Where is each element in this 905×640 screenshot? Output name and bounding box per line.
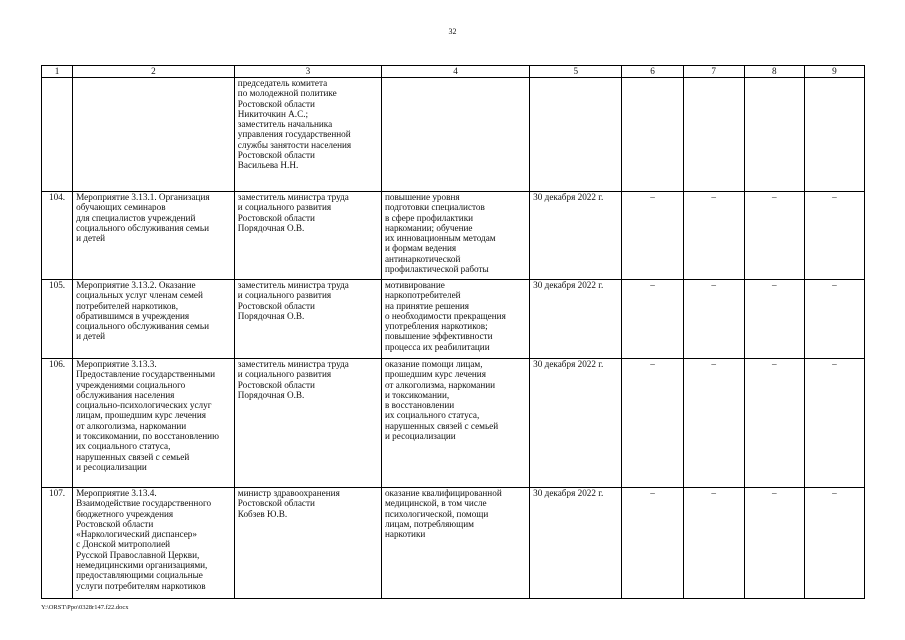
row-number: 106. xyxy=(42,359,73,488)
event-description-line: Взаимодействие государственного xyxy=(76,498,212,509)
event-description-line: и ресоциализации xyxy=(76,461,147,472)
event-description-line: «Наркологический диспансер» xyxy=(76,529,197,540)
event-description-line: и токсикомании, по восстановлению xyxy=(76,431,219,442)
table-row xyxy=(42,280,865,359)
event-description-line: лицам, прошедшим курс лечения xyxy=(76,410,206,421)
expected-result-line: наркопотребителей xyxy=(384,290,461,301)
expected-result-line: медицинской, в том числе xyxy=(384,498,487,509)
event-description xyxy=(73,280,235,359)
expected-result-line: повышение уровня xyxy=(384,192,460,202)
expected-result-line: оказание помощи лицам, xyxy=(384,359,483,369)
deadline-date: 30 декабря 2022 г. xyxy=(530,280,622,359)
value-cell: – xyxy=(683,488,744,599)
event-description-line: от алкоголизма, наркомании xyxy=(76,420,187,431)
responsible-person-line: председатель комитета xyxy=(237,78,328,88)
event-description-line: учреждениями социального xyxy=(76,379,186,390)
event-description-line: услуги потребителям наркотиков xyxy=(76,580,206,591)
responsible-person-line: по молодежной политике xyxy=(237,88,337,99)
event-description-line: для специалистов учреждений xyxy=(76,212,196,223)
expected-result xyxy=(381,488,529,599)
value-cell: – xyxy=(622,280,683,359)
responsible-person-line: Ростовской области xyxy=(237,498,315,509)
responsible-person xyxy=(234,359,381,488)
responsible-person xyxy=(234,280,381,359)
column-header: 5 xyxy=(530,66,622,78)
responsible-person-line: Ростовской области xyxy=(237,150,315,161)
expected-result-line: психологической, помощи xyxy=(384,508,489,519)
deadline-date: 30 декабря 2022 г. xyxy=(530,192,622,280)
responsible-person-line: Ростовской области xyxy=(237,379,315,390)
responsible-person xyxy=(234,192,381,280)
event-description xyxy=(73,192,235,280)
deadline-date: 30 декабря 2022 г. xyxy=(530,359,622,488)
responsible-person-line: Кобзев Ю.В. xyxy=(237,508,288,519)
column-header: 8 xyxy=(744,66,804,78)
column-header: 4 xyxy=(381,66,529,78)
responsible-person-line: Порядочная О.В. xyxy=(237,222,305,233)
value-cell: – xyxy=(744,359,804,488)
event-description-line: социальных услуг членам семей xyxy=(76,290,203,301)
responsible-person-line: Ростовской области xyxy=(237,98,315,109)
expected-result-line: наркомании; обучение xyxy=(384,222,473,233)
expected-result-line: употребления наркотиков; xyxy=(384,321,488,332)
responsible-person-line: заместитель министра труда xyxy=(237,280,349,290)
expected-result-line: подготовки специалистов xyxy=(384,202,485,213)
page-number: 32 xyxy=(448,27,457,36)
column-header: 1 xyxy=(42,66,73,78)
value-cell: – xyxy=(683,280,744,359)
event-description xyxy=(73,488,235,599)
value-cell: – xyxy=(622,192,683,280)
responsible-person-line: Ростовской области xyxy=(237,300,315,311)
value-cell: – xyxy=(804,359,864,488)
responsible-person-line: Ростовской области xyxy=(237,212,315,223)
event-description-line: Ростовской области xyxy=(76,518,154,529)
table-row xyxy=(42,192,865,280)
expected-result xyxy=(381,359,529,488)
responsible-person xyxy=(234,78,381,192)
value-cell: – xyxy=(622,488,683,599)
value-cell xyxy=(683,78,744,192)
event-description-line: бюджетного учреждения xyxy=(76,508,174,519)
event-description-line: Мероприятие 3.13.4. xyxy=(76,488,157,498)
expected-result-line: наркотики xyxy=(384,529,426,540)
expected-result-line: в восстановлении xyxy=(384,400,455,411)
expected-result-line: прошедшим курс лечения xyxy=(384,369,486,380)
event-description-line: обучающих семинаров xyxy=(76,202,166,213)
value-cell: – xyxy=(804,488,864,599)
responsible-person xyxy=(234,488,381,599)
responsible-person-line: Васильева Н.Н. xyxy=(237,160,299,171)
responsible-person-line: и социального развития xyxy=(237,202,332,213)
column-header: 3 xyxy=(234,66,381,78)
expected-result-line: и токсикомании, xyxy=(384,389,450,400)
expected-result-line: на принятие решения xyxy=(384,300,470,311)
event-description-line: их социального статуса, xyxy=(76,441,171,452)
table-row xyxy=(42,78,865,192)
responsible-person-line: управления государственной xyxy=(237,129,351,140)
expected-result-line: от алкоголизма, наркомании xyxy=(384,379,496,390)
table-header-row xyxy=(42,66,865,78)
expected-result-line: нарушенных связей с семьей xyxy=(384,420,499,431)
expected-result-line: о необходимости прекращения xyxy=(384,310,506,321)
expected-result xyxy=(381,192,529,280)
value-cell: – xyxy=(744,280,804,359)
measures-table xyxy=(41,65,865,599)
value-cell xyxy=(804,78,864,192)
table-row xyxy=(42,488,865,599)
value-cell: – xyxy=(683,192,744,280)
value-cell: – xyxy=(804,280,864,359)
event-description-line: и детей xyxy=(76,233,106,244)
responsible-person-line: и социального развития xyxy=(237,290,332,301)
expected-result-line: оказание квалифицированной xyxy=(384,488,502,498)
expected-result-line: и ресоциализации xyxy=(384,431,456,442)
deadline-date xyxy=(530,78,622,192)
event-description-line: обратившимся в учреждения xyxy=(76,310,190,321)
deadline-date: 30 декабря 2022 г. xyxy=(530,488,622,599)
responsible-person-line: министр здравоохранения xyxy=(237,488,340,498)
event-description-line: Русской Православной Церкви, xyxy=(76,549,200,560)
expected-result-line: повышение эффективности xyxy=(384,331,493,342)
expected-result-line: их социального статуса, xyxy=(384,410,480,421)
value-cell: – xyxy=(683,359,744,488)
expected-result-line: мотивирование xyxy=(384,280,445,290)
event-description-line: немедицинскими организациями, xyxy=(76,560,208,571)
column-header: 9 xyxy=(804,66,864,78)
column-header: 7 xyxy=(683,66,744,78)
column-header: 2 xyxy=(73,66,235,78)
event-description xyxy=(73,359,235,488)
value-cell: – xyxy=(622,359,683,488)
event-description-line: Мероприятие 3.13.1. Организация xyxy=(76,192,210,202)
event-description-line: предоставляющими социальные xyxy=(76,570,203,581)
expected-result-line: и формам ведения xyxy=(384,243,457,254)
event-description-line: социального обслуживания семьи xyxy=(76,321,209,332)
event-description-line: Мероприятие 3.13.2. Оказание xyxy=(76,280,196,290)
expected-result-line: их инновационным методам xyxy=(384,233,496,244)
column-header: 6 xyxy=(622,66,683,78)
row-number: 104. xyxy=(42,192,73,280)
event-description-line: с Донской митрополией xyxy=(76,539,171,550)
expected-result-line: антинаркотической xyxy=(384,253,461,264)
event-description-line: Предоставление государственными xyxy=(76,369,216,380)
row-number: 105. xyxy=(42,280,73,359)
event-description-line: Мероприятие 3.13.3. xyxy=(76,359,157,369)
responsible-person-line: заместитель начальника xyxy=(237,119,333,130)
event-description-line: и детей xyxy=(76,331,106,342)
event-description-line: социального обслуживания семьи xyxy=(76,222,209,233)
responsible-person-line: заместитель министра труда xyxy=(237,192,349,202)
event-description-line: социально-психологических услуг xyxy=(76,400,212,411)
expected-result-line: в сфере профилактики xyxy=(384,212,474,223)
responsible-person-line: и социального развития xyxy=(237,369,332,380)
value-cell xyxy=(744,78,804,192)
file-path-footer: Y:\ORST\Ppo\0328r147.f22.docx xyxy=(41,604,129,611)
value-cell: – xyxy=(804,192,864,280)
event-description-line: нарушенных связей с семьей xyxy=(76,451,190,462)
row-number: 107. xyxy=(42,488,73,599)
responsible-person-line: Никиточкин А.С.; xyxy=(237,108,309,119)
table-row xyxy=(42,359,865,488)
value-cell: – xyxy=(744,488,804,599)
value-cell xyxy=(622,78,683,192)
expected-result-line: лицам, потребляющим xyxy=(384,518,474,529)
event-description-line: потребителей наркотиков, xyxy=(76,300,179,311)
event-description xyxy=(73,78,235,192)
expected-result-line: процесса их реабилитации xyxy=(384,341,490,352)
event-description-line: обслуживания населения xyxy=(76,389,175,400)
responsible-person-line: Порядочная О.В. xyxy=(237,389,305,400)
expected-result xyxy=(381,280,529,359)
expected-result xyxy=(381,78,529,192)
expected-result-line: профилактической работы xyxy=(384,264,489,275)
responsible-person-line: Порядочная О.В. xyxy=(237,310,305,321)
value-cell: – xyxy=(744,192,804,280)
responsible-person-line: службы занятости населения xyxy=(237,139,352,150)
row-number xyxy=(42,78,73,192)
responsible-person-line: заместитель министра труда xyxy=(237,359,349,369)
